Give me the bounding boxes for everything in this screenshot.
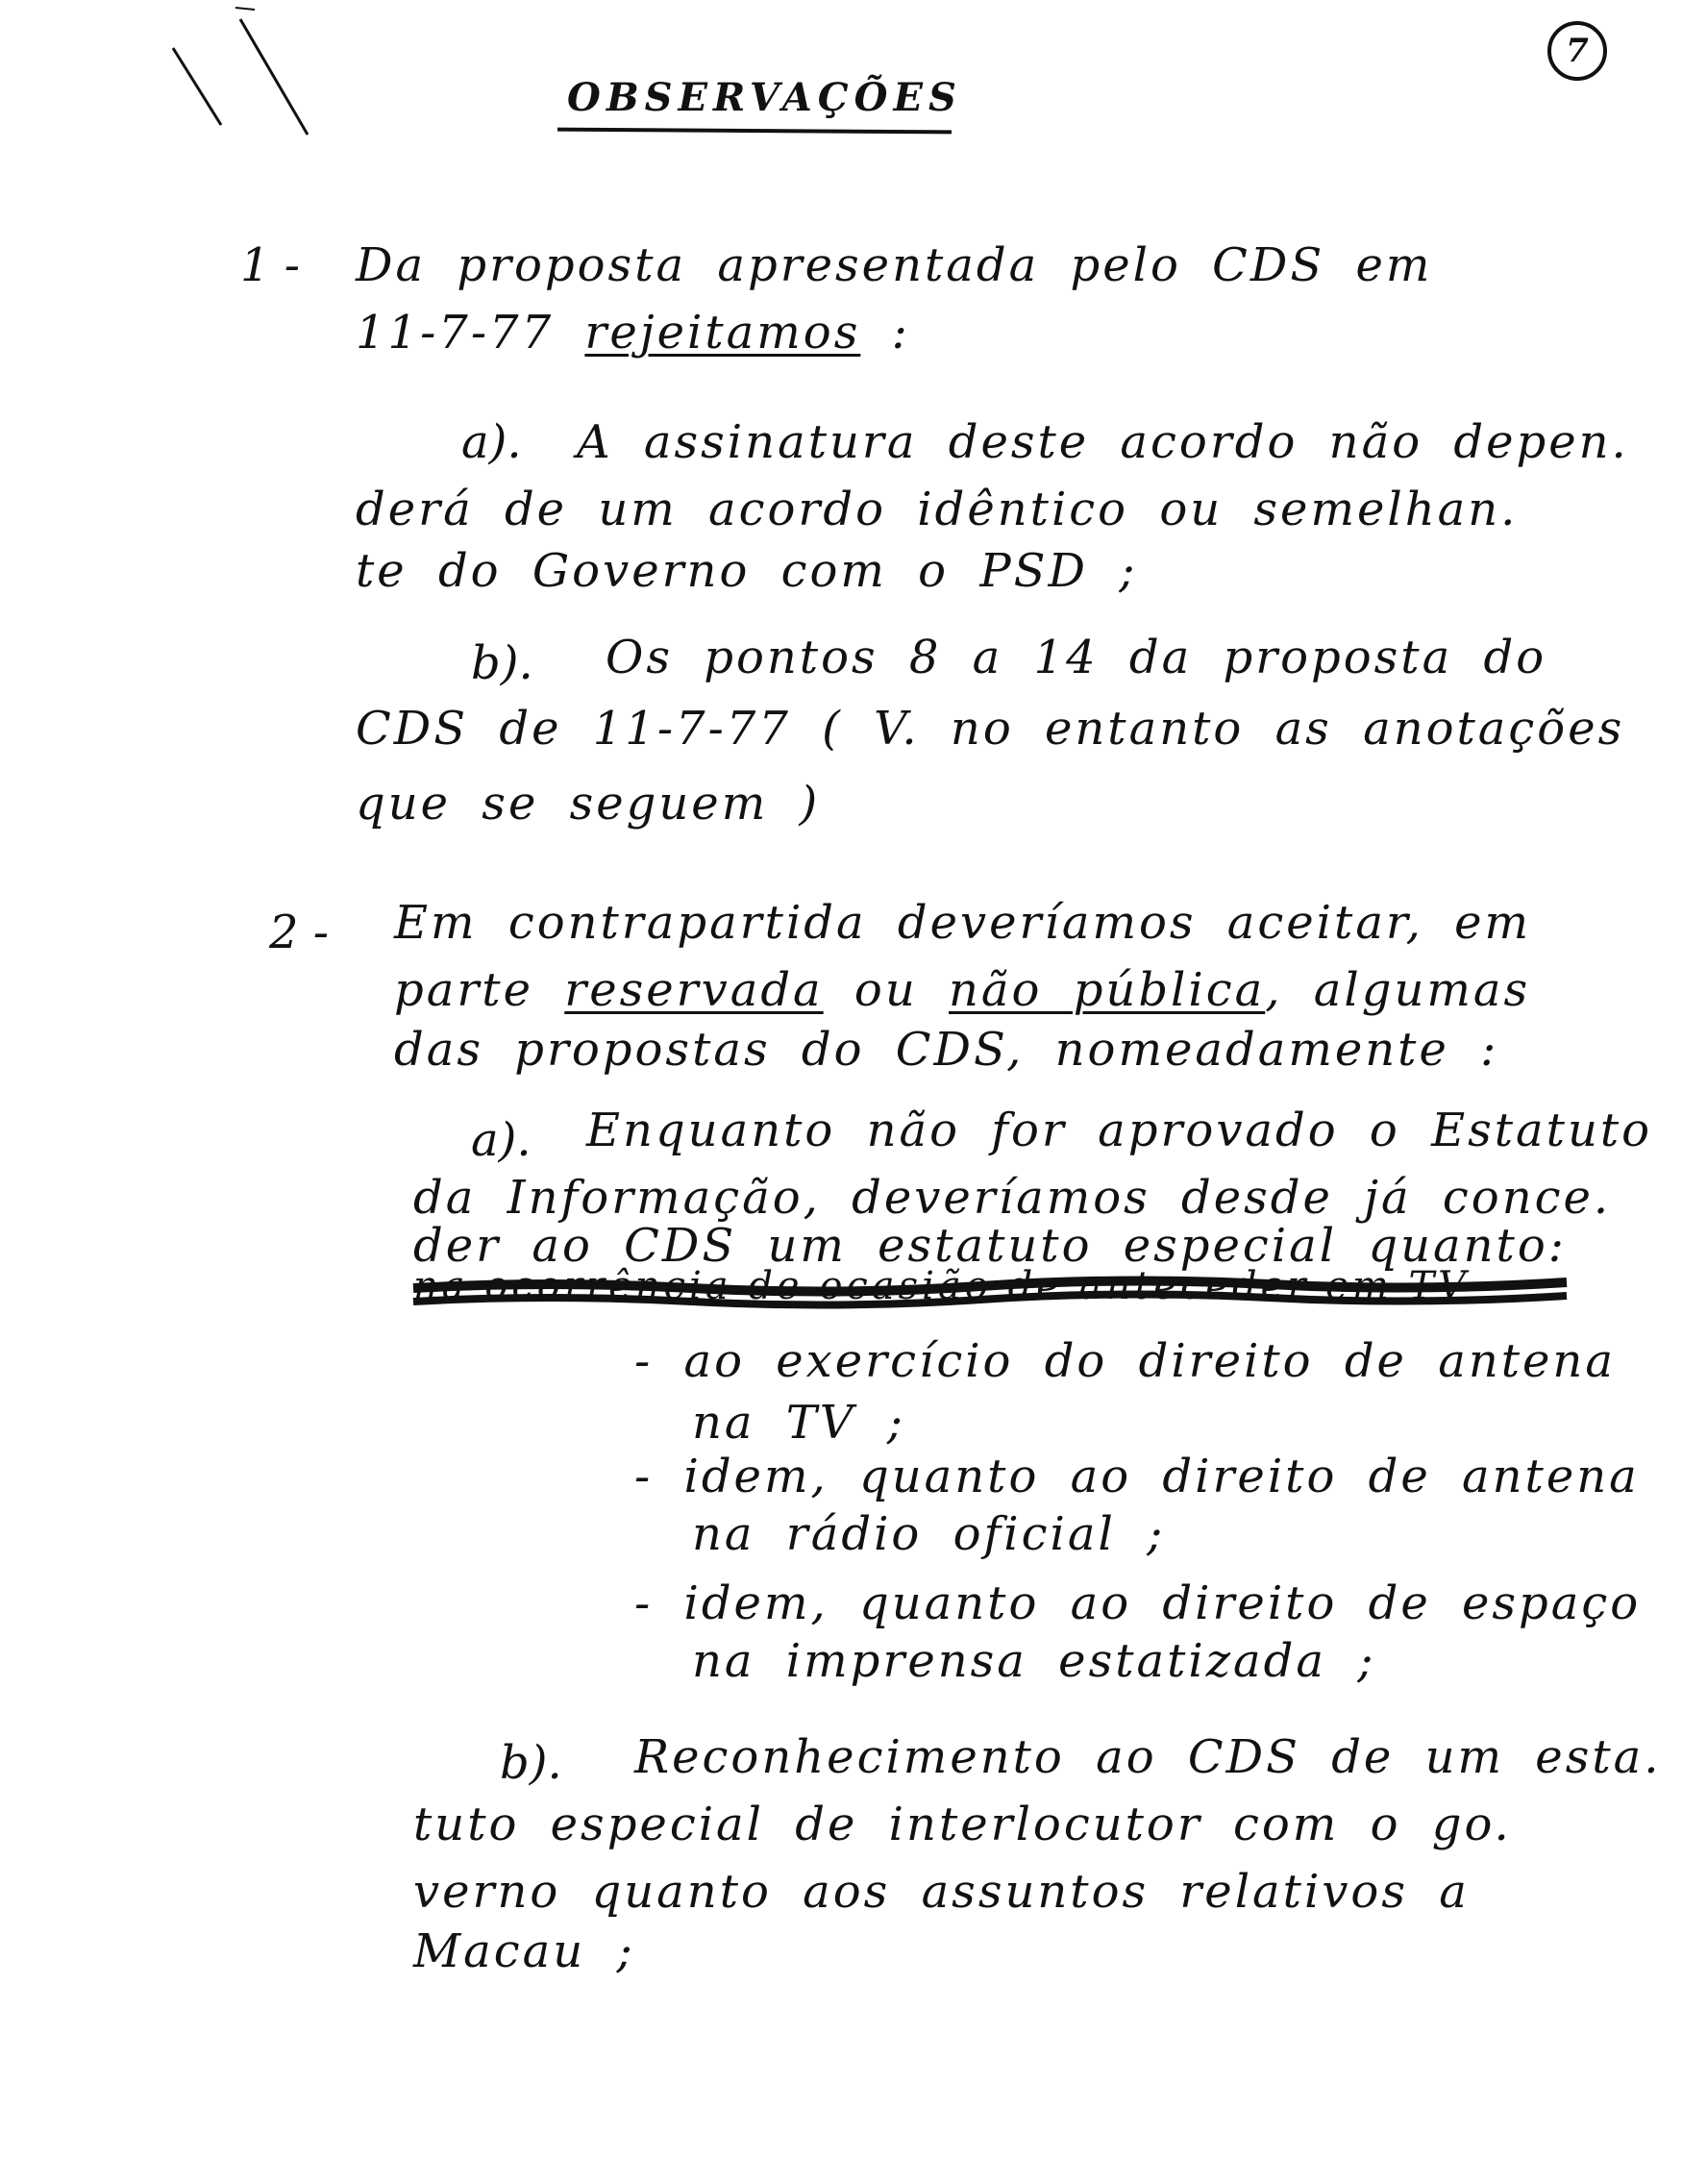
rejeitamos-underlined: rejeitamos — [584, 306, 861, 360]
strike-through-scribble — [404, 1259, 1576, 1336]
item-2b-line-3: verno quanto aos assuntos relativos a — [413, 1865, 1470, 1919]
page-number: 7 — [1547, 21, 1607, 81]
item-1b-line-2: CDS de 11-7-77 ( V. no entanto as anotações — [356, 702, 1625, 756]
nao-publica-underlined: não pública — [949, 963, 1266, 1017]
item-1b-line-3: que se seguem ) — [356, 777, 821, 831]
item-1-line-1: Da proposta apresentada pelo CDS em — [356, 238, 1433, 292]
item-1b-line-1: Os pontos 8 a 14 da proposta do — [606, 631, 1547, 684]
bullet-3-line-2: na imprensa estatizada ; — [692, 1634, 1376, 1688]
item-2-line-2: parte reservada ou não pública, algumas — [394, 963, 1531, 1017]
item-2b-line-2: tuto especial de interlocutor com o go. — [413, 1798, 1512, 1851]
item-2a-line-1: Enquanto não for aprovado o Estatuto — [586, 1104, 1653, 1157]
item-2a-line-2: da Informação, deveríamos desde já conce. — [413, 1171, 1612, 1225]
item-1a-line-3: te do Governo com o PSD ; — [356, 544, 1138, 598]
bullet-1-line-2: na TV ; — [692, 1396, 905, 1450]
reservada-underlined: reservada — [564, 963, 824, 1017]
item-1-line-2: 11-7-77 rejeitamos : — [356, 306, 910, 360]
page-title: OBSERVAÇÕES — [567, 75, 962, 120]
bullet-3-line-1: - idem, quanto ao direito de espaço — [634, 1576, 1642, 1630]
item-2-marker: 2 - — [269, 906, 330, 959]
bullet-1-line-1: - ao exercício do direito de antena — [634, 1334, 1616, 1388]
item-2-line-3: das propostas do CDS, nomeadamente : — [394, 1023, 1499, 1077]
item-2a-line-3: der ao CDS um estatuto especial quanto: — [413, 1219, 1567, 1273]
item-2a-marker: a). — [471, 1113, 532, 1167]
item-2b-marker: b). — [500, 1736, 562, 1790]
item-1-marker: 1 - — [240, 238, 301, 292]
scan-marks — [144, 0, 356, 163]
item-2-line-1: Em contrapartida deveríamos aceitar, em — [394, 896, 1532, 950]
item-2b-line-1: Reconhecimento ao CDS de um esta. — [634, 1730, 1662, 1784]
title-underline — [557, 128, 952, 135]
item-1a-line-1: A assinatura deste acordo não depen. — [577, 415, 1629, 469]
bullet-2-line-1: - idem, quanto ao direito de antena — [634, 1450, 1640, 1503]
struck-out-text: na ocorrência de ocasião de anteceder em TV — [413, 1264, 1471, 1308]
item-1a-marker: a). — [461, 415, 522, 469]
item-1a-line-2: derá de um acordo idêntico ou semelhan. — [356, 483, 1519, 536]
item-2b-line-4: Macau ; — [413, 1924, 635, 1978]
bullet-2-line-2: na rádio oficial ; — [692, 1507, 1166, 1561]
item-1b-marker: b). — [471, 636, 533, 690]
